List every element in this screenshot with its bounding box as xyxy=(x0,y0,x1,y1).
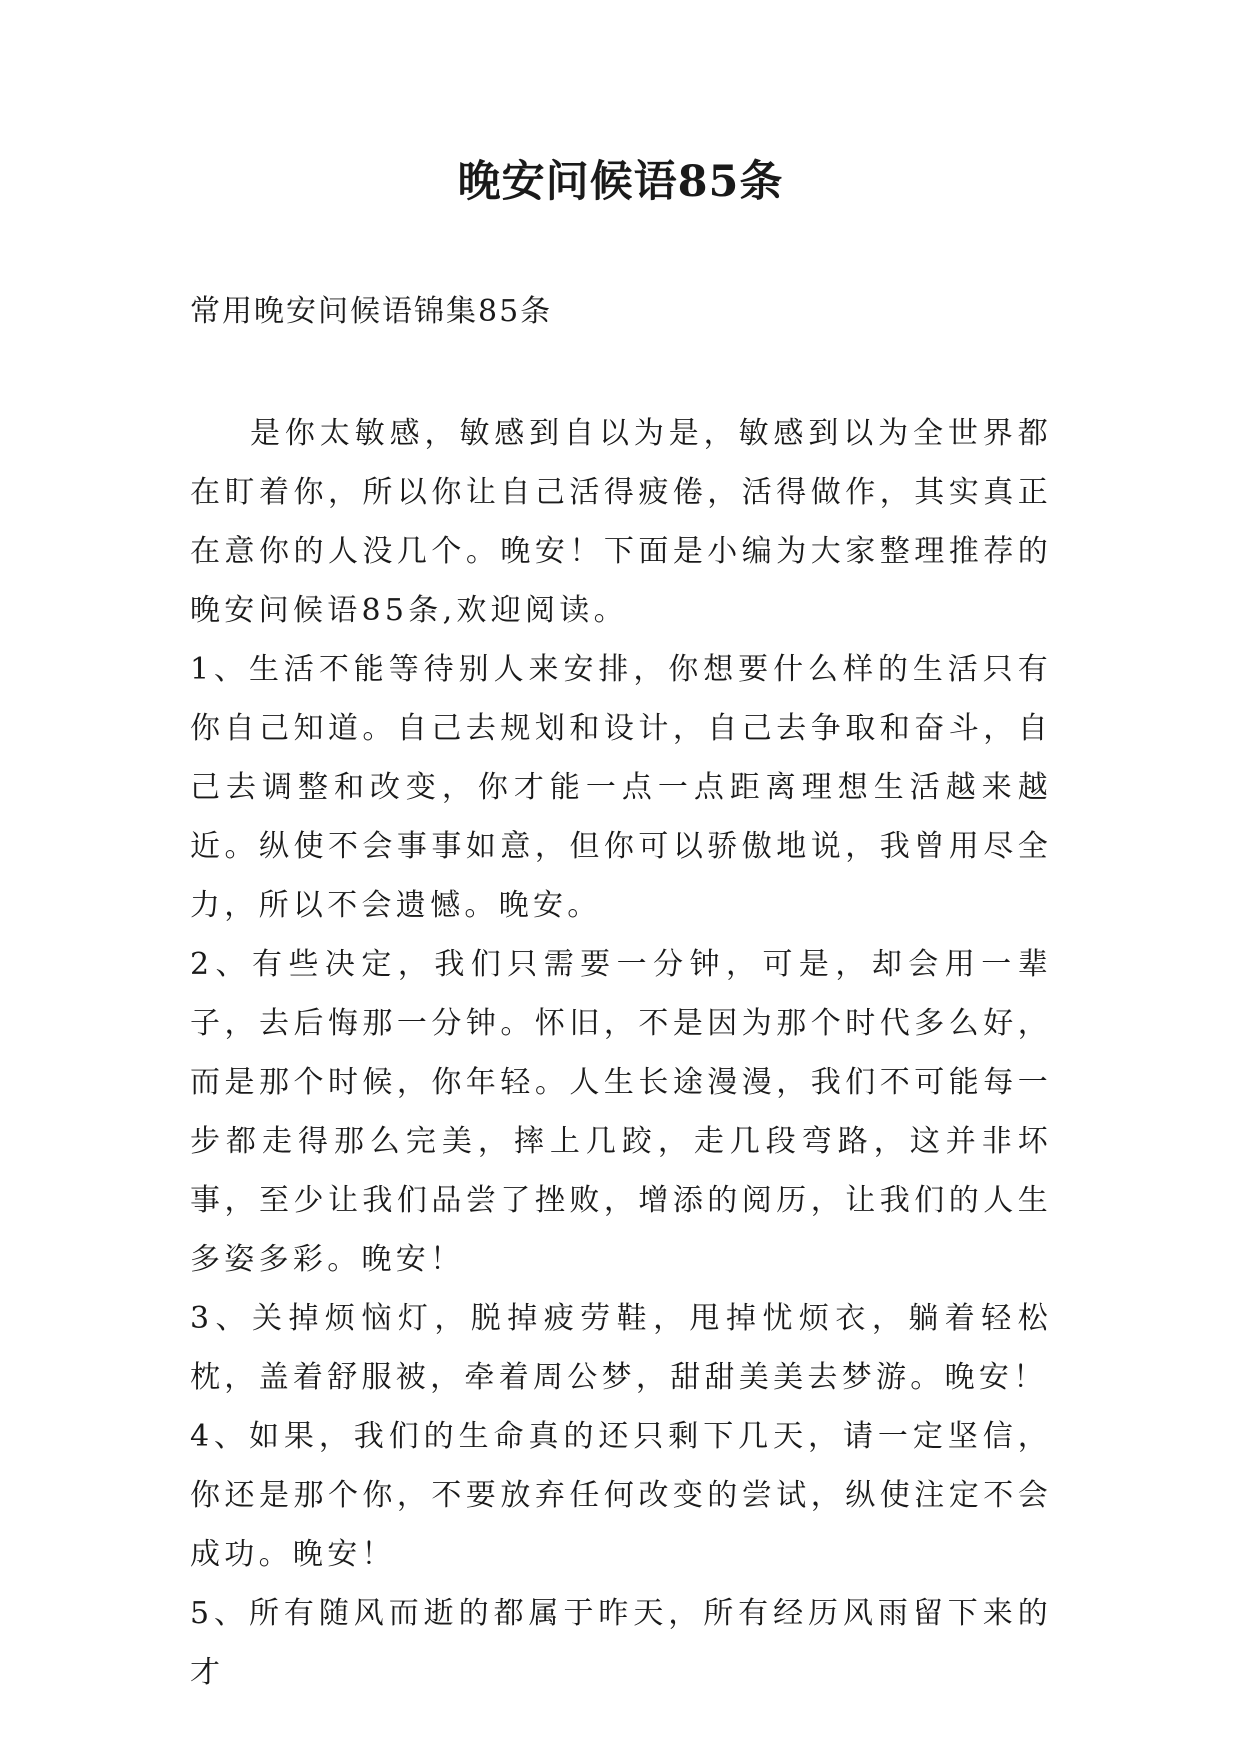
list-item: 3、关掉烦恼灯，脱掉疲劳鞋，甩掉忧烦衣，躺着轻松枕，盖着舒服被，牵着周公梦，甜甜美美去梦游。晚安！ xyxy=(190,1301,1052,1395)
list-item: 5、所有随风而逝的都属于昨天，所有经历风雨留下来的才 xyxy=(190,1596,1052,1690)
list-item: 1、生活不能等待别人来安排，你想要什么样的生活只有你自己知道。自己去规划和设计，自己去争取和奋斗，自己去调整和改变，你才能一点一点距离理想生活越来越近。纵使不会事事如意，但你可以骄傲地说，我曾用尽全力，所以不会遗憾。晚安。 xyxy=(190,652,1052,923)
list-item: 2、有些决定，我们只需要一分钟，可是，却会用一辈子，去后悔那一分钟。怀旧，不是因为那个时代多么好，而是那个时候，你年轻。人生长途漫漫，我们不可能每一步都走得那么完美，摔上几跤，走几段弯路，这并非坏事，至少让我们品尝了挫败，增添的阅历，让我们的人生多姿多彩。晚安！ xyxy=(190,947,1052,1277)
document-body xyxy=(190,404,1052,1702)
intro-paragraph: 是你太敏感，敏感到自以为是，敏感到以为全世界都在盯着你，所以你让自己活得疲倦，活得做作，其实真正在意你的人没几个。晚安！下面是小编为大家整理推荐的晚安问候语85条,欢迎阅读。 xyxy=(190,416,1052,628)
document-subtitle: 常用晚安问候语锦集85条 xyxy=(190,294,553,329)
document-title: 晚安问候语85条 xyxy=(457,157,784,207)
list-item: 4、如果，我们的生命真的还只剩下几天，请一定坚信，你还是那个你，不要放弃任何改变的尝试，纵使注定不会成功。晚安！ xyxy=(190,1419,1052,1572)
